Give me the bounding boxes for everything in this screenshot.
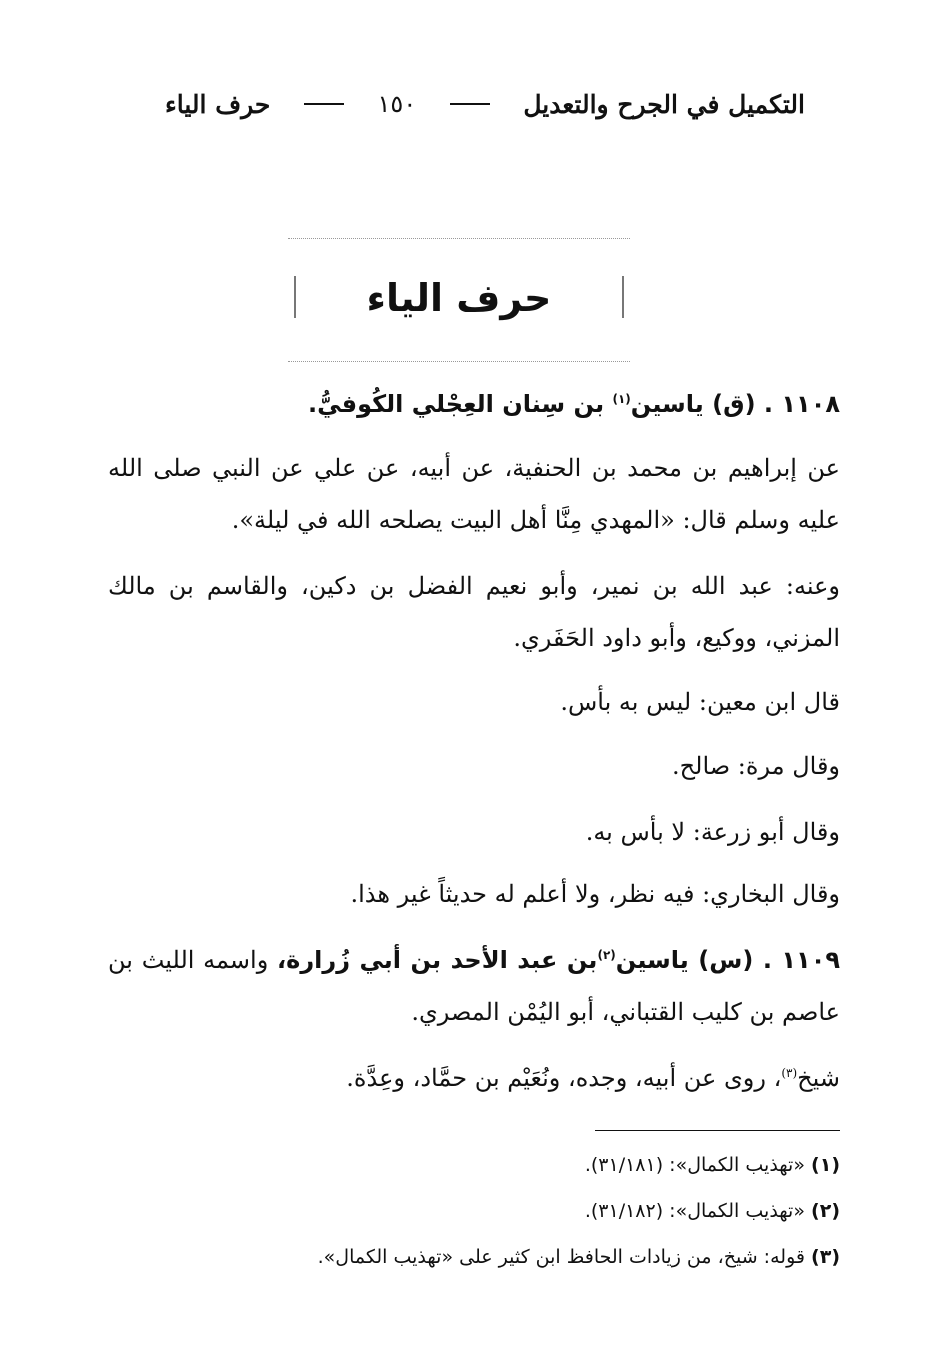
entry-name: ياسين — [615, 946, 689, 974]
entry-heading — [108, 378, 840, 430]
footnote-text: «تهذيب الكمال»: (٣١/١٨٢). — [584, 1200, 805, 1222]
footnote-number: (١) — [811, 1154, 840, 1176]
entry-number: ١١٠٩ . — [762, 946, 840, 974]
entry-siglum: (ق) — [712, 390, 756, 418]
footnote — [108, 1234, 840, 1280]
chapter-title-frame — [288, 236, 630, 364]
paragraph: عن إبراهيم بن محمد بن الحنفية، عن أبيه، عن علي عن النبي صلى الله عليه وسلم قال: «المهدي مِنَّا أهل البيت يصلحه الله في ليلة». — [108, 454, 840, 534]
footnote-separator — [595, 1130, 840, 1131]
footnote — [108, 1142, 840, 1188]
footnote-number: (٣) — [811, 1246, 840, 1268]
entry-1109 — [108, 934, 840, 1038]
sheikh-word: شيخ — [797, 1064, 840, 1092]
paragraph: وعنه: عبد الله بن نمير، وأبو نعيم الفضل بن دكين، والقاسم بن مالك المزني، ووكيع، وأبو داود الحَفَري. — [108, 572, 840, 652]
paragraph-text: ، روى عن أبيه، وجده، ونُعَيْم بن حمَّاد، وعِدَّة. — [346, 1064, 782, 1092]
paragraph: قال ابن معين: ليس به بأس. — [560, 688, 840, 716]
entry-heading — [277, 946, 840, 974]
page-number: ١٥٠ — [377, 90, 417, 118]
header-dash — [450, 103, 490, 105]
paragraph: وقال البخاري: فيه نظر، ولا أعلم له حديثاً غير هذا. — [350, 880, 840, 908]
paragraph: وقال أبو زرعة: لا بأس به. — [585, 818, 840, 846]
entry-siglum: (س) — [698, 946, 754, 974]
footnote-marker[interactable]: (١) — [612, 392, 631, 406]
entry-number: ١١٠٨ . — [763, 390, 840, 418]
footnote-marker[interactable]: (٣) — [781, 1066, 798, 1080]
paragraph: وقال مرة: صالح. — [672, 752, 840, 780]
footnote-text: قوله: شيخ، من زيادات الحافظ ابن كثير على «تهذيب الكمال». — [317, 1246, 805, 1268]
running-header-book-title: التكميل في الجرح والتعديل — [523, 89, 805, 119]
footnote-number: (٢) — [811, 1200, 840, 1222]
frame-ornament-top — [288, 238, 630, 239]
entry-name-rest: بن سِنان العِجْلي الكُوفيُّ. — [308, 390, 605, 418]
chapter-title: حرف الياء — [366, 276, 552, 320]
footnote-text: «تهذيب الكمال»: (٣١/١٨١). — [584, 1154, 805, 1176]
paragraph — [108, 1052, 876, 1104]
entry-description: واسمه الليث بن عاصم بن كليب القتباني، أبو اليُمْن المصري. — [108, 946, 840, 1026]
footnotes — [108, 1142, 840, 1280]
header-dash — [304, 103, 344, 105]
footnote-marker[interactable]: (٢) — [597, 948, 616, 962]
entry-1108 — [108, 378, 840, 430]
entry-name: ياسين — [630, 390, 704, 418]
running-header-chapter: حرف الياء — [165, 89, 271, 119]
frame-ornament-bottom — [288, 361, 630, 362]
running-header — [165, 84, 805, 124]
entry-name-rest: بن عبد الأحد بن أبي زُرارة، — [277, 946, 598, 974]
footnote — [108, 1188, 840, 1234]
